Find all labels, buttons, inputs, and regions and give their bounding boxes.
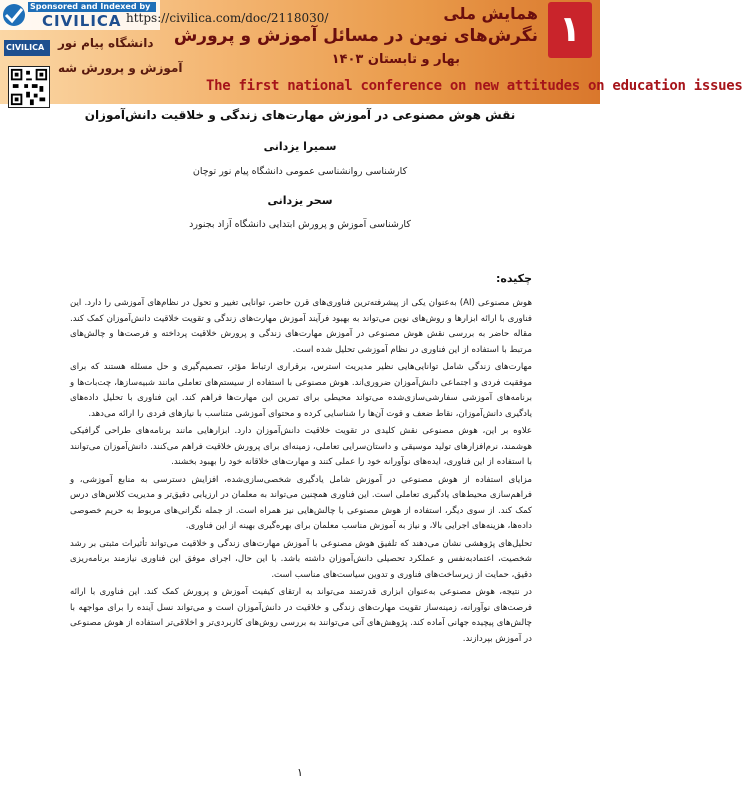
abstract-paragraph: هوش مصنوعی (AI) به‌عنوان یکی از پیشرفته‌ترین فناوری‌های قرن حاضر، توانایی تغییر و تحول در نظام‌های آموزشی را دارد. این فناوری با ارائه ابزارها و روش‌های نوین می‌تواند به بهبود فرآیند آموزش مهارت‌های زندگی و تقویت خلاقیت دانش‌آموزان کمک کند. مقاله حاضر به بررسی نقش هوش مصنوعی در آموزش مهارت‌های زندگی و پرورش خلاقیت پرداخته و فرصت‌ها و چالش‌های مرتبط با استفاده از این فناوری در نظام آموزشی تحلیل شده است. (70, 298, 532, 355)
education-org-name: آموزش و پرورش شه (58, 61, 183, 75)
author-name: سحر یزدانی (267, 194, 333, 207)
abstract-paragraph: در نتیجه، هوش مصنوعی به‌عنوان ابزاری قدرتمند می‌تواند به ارتقای کیفیت آموزش و پرورش کمک کند. این فناوری با ارائه فرصت‌های نوآورانه، زمینه‌ساز تقویت مهارت‌های زندگی و خلاقیت در دانش‌آموزان است و می‌تواند نسل آینده را برای مواجهه با چالش‌های پیچیده جهانی آماده کند. پژوهش‌های آتی می‌توانند به بررسی روش‌های کاربردی‌تر و اخلاقی‌تر استفاده از هوش مصنوعی در آموزش بپردازند. (70, 587, 532, 644)
abstract-paragraph: تحلیل‌های پژوهشی نشان می‌دهند که تلفیق هوش مصنوعی با آموزش مهارت‌های زندگی و خلاقیت می‌تواند تأثیرات مثبتی بر رشد شخصیت، اعتماد‌به‌نفس و عملکرد تحصیلی دانش‌آموزان داشته باشد. با این حال، اجرای موفق این فناوری نیازمند برنامه‌ریزی دقیق، حمایت از زیرساخت‌های فناوری و تدوین سیاست‌های مناسب است. (70, 538, 532, 580)
abstract-paragraph: مهارت‌های زندگی شامل توانایی‌هایی نظیر مدیریت استرس، برقراری ارتباط مؤثر، تصمیم‌گیری و حل مسئله هستند که برای موفقیت فردی و اجتماعی دانش‌آموزان ضروری‌اند. هوش مصنوعی با استفاده از سیستم‌های تعاملی مانند شبیه‌سازها، چت‌بات‌ها و برنامه‌های آموزشی سفارشی‌سازی‌شده می‌تواند محیطی برای تمرین این مهارت‌ها فراهم کند. این فناوری با تحلیل داده‌های یادگیری دانش‌آموزان، نقاط ضعف و قوت آن‌ها را شناسایی کرده و محتوای آموزشی متناسب با نیازهای فردی را ارائه می‌دهد. (70, 362, 532, 419)
conference-number-badge: ۱ (548, 2, 592, 58)
abstract-label: چکیده: (495, 272, 532, 285)
conference-english-title: The first national conference on new attitudes on education issues (206, 78, 743, 94)
author-affiliation: کارشناسی روانشناسی عمومی دانشگاه پیام نور توچان (192, 166, 408, 177)
civilica-name: CIVILICA (42, 12, 122, 30)
abstract-paragraph: مزایای استفاده از هوش مصنوعی در آموزش شامل یادگیری شخصی‌سازی‌شده، افزایش دسترسی به منابع آموزشی، و فراهم‌سازی محیط‌های یادگیری تعاملی است. این فناوری همچنین می‌تواند به معلمان در ارزیابی دقیق‌تر و مدیریت کلاس‌های درس کمک کند. از سوی دیگر، استفاده از هوش مصنوعی با چالش‌هایی نیز همراه است. از جمله نگرانی‌های مربوط به حریم خصوصی داده‌ها، هزینه‌های اجرایی بالا، و نیاز به آموزش مناسب معلمان برای بهره‌گیری بهینه از این فناوری. (70, 474, 532, 531)
abstract-body (70, 296, 532, 649)
qr-code-icon[interactable] (8, 66, 50, 108)
civilica-indexed-text: Sponsored and Indexed by (30, 2, 151, 11)
author-name: سمیرا یزدانی (263, 140, 337, 153)
university-name: دانشگاه پیام نور (58, 36, 154, 50)
author-affiliation: کارشناسی آموزش و پرورش ابتدایی دانشگاه آزاد بجنورد (189, 219, 411, 230)
page-number: ۱ (297, 766, 303, 779)
civilica-small-text: CIVILICA (6, 43, 45, 52)
paper-title: نقش هوش مصنوعی در آموزش مهارت‌های زندگی و خلاقیت دانش‌آموزان (84, 108, 516, 122)
abstract-paragraph: علاوه بر این، هوش مصنوعی نقش کلیدی در تقویت خلاقیت دانش‌آموزان دارد. ابزارهایی مانند برنامه‌های طراحی گرافیکی هوشمند، نرم‌افزارهای تولید موسیقی و داستان‌سرایی تعاملی، زمینه‌ای برای پرورش خلاقیت فراهم می‌کنند. دانش‌آموزان می‌توانند با استفاده از این فناوری، ایده‌های نوآورانه خود را عملی کنند و مهارت‌های خلاقانه خود را بهبود بخشند. (70, 426, 532, 467)
conference-banner (0, 0, 743, 104)
conference-date: بهار و تابستان ۱۴۰۳ (331, 52, 460, 67)
conference-title: همایش ملی (443, 4, 538, 23)
document-url[interactable]: https://civilica.com/doc/2118030/ (126, 11, 329, 25)
conference-subtitle: نگرش‌های نوین در مسائل آموزش و پرورش (173, 26, 538, 46)
